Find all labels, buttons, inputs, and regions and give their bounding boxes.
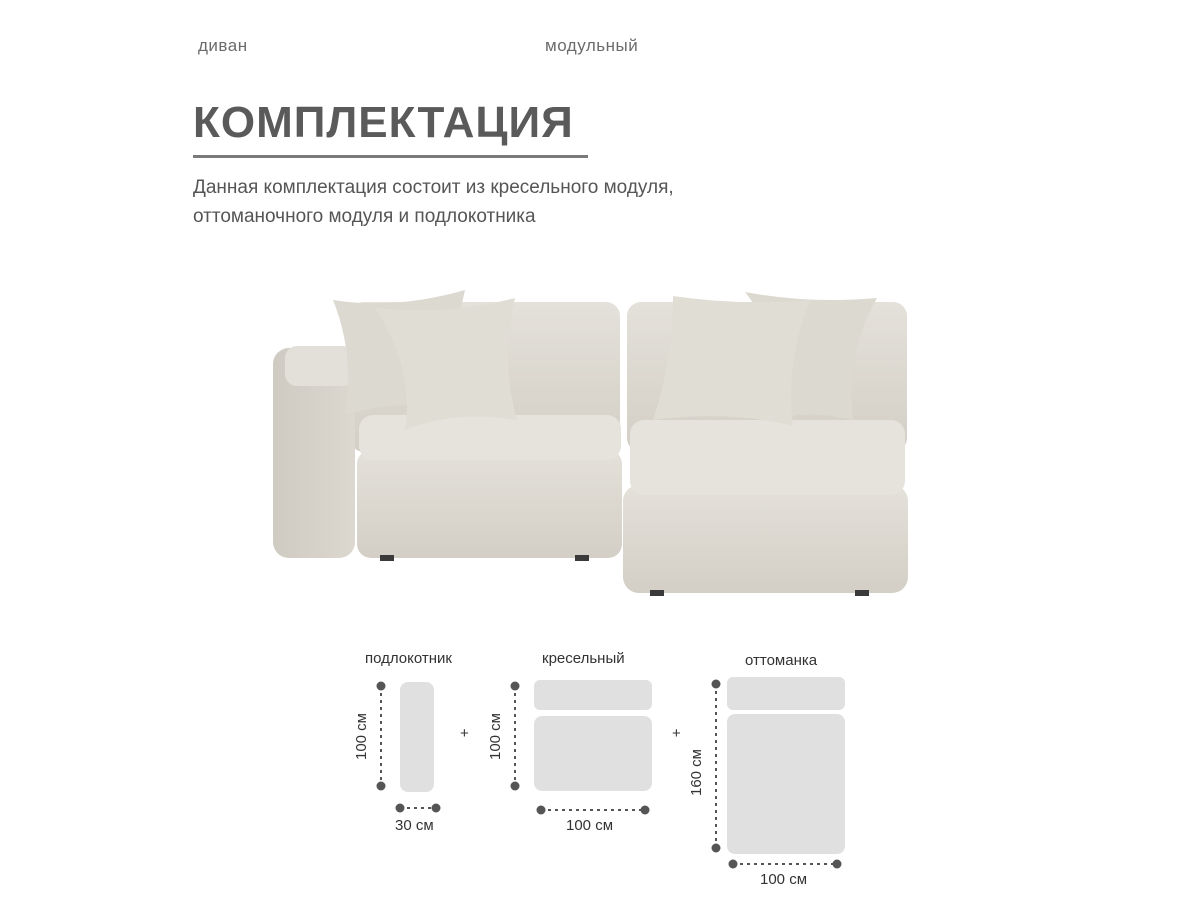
description-line: оттоманочного модуля и подлокотника <box>193 206 536 227</box>
dim-dot <box>511 782 520 791</box>
dim-dot <box>377 782 386 791</box>
subcategory-caption: модульный <box>545 36 639 55</box>
chair-back-shape <box>534 680 652 710</box>
description-line: Данная комплектация состоит из кресельного модуля, <box>193 177 674 198</box>
dim-dot <box>511 682 520 691</box>
chair-seat-shape <box>534 716 652 791</box>
category-caption: диван <box>198 36 248 55</box>
chair-label: кресельный <box>542 650 625 667</box>
plus-sign: + <box>672 725 681 742</box>
page-title: КОМПЛЕКТАЦИЯ <box>193 98 574 147</box>
dim-dot <box>641 806 650 815</box>
dim-dot <box>712 680 721 689</box>
ottoman-back-shape <box>727 677 845 710</box>
armrest-height-label: 100 см <box>353 712 371 761</box>
armrest-label: подлокотник <box>365 650 452 667</box>
plus-sign: + <box>460 725 469 742</box>
dim-dot <box>377 682 386 691</box>
ottoman-label: оттоманка <box>745 652 818 669</box>
dim-dot <box>833 860 842 869</box>
chair-width-label: 100 см <box>566 817 614 834</box>
dim-dot <box>729 860 738 869</box>
ottoman-seat-shape <box>727 714 845 854</box>
dim-dot <box>712 844 721 853</box>
dim-dot <box>537 806 546 815</box>
armrest-width-label: 30 см <box>395 817 434 834</box>
armrest-shape <box>400 682 434 792</box>
chair-height-label: 100 см <box>487 712 505 761</box>
dim-dot <box>396 804 405 813</box>
ottoman-width-label: 100 см <box>760 871 808 888</box>
dim-dot <box>432 804 441 813</box>
ottoman-height-label: 160 см <box>688 748 706 797</box>
